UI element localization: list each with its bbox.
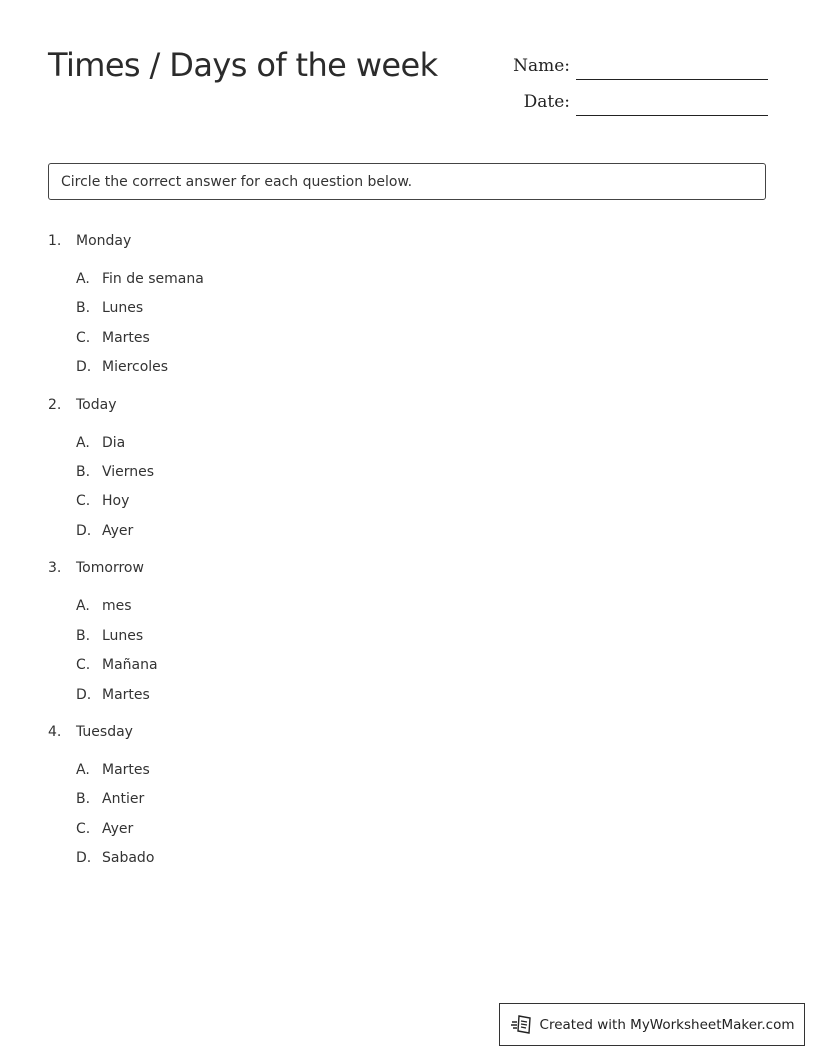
- option-letter: B.: [76, 791, 91, 808]
- option-letter: B.: [76, 627, 91, 644]
- option-letter: A.: [76, 434, 90, 451]
- option-letter: B.: [76, 464, 91, 481]
- option-letter: A.: [76, 271, 90, 287]
- question-item: [48, 231, 748, 378]
- option-text: Mañana: [102, 657, 158, 674]
- date-field[interactable]: [500, 86, 768, 116]
- answer-option[interactable]: [76, 270, 748, 290]
- answer-option[interactable]: [76, 329, 748, 349]
- option-text: Hoy: [102, 493, 130, 510]
- option-letter: D.: [76, 359, 92, 376]
- question-stem: [48, 722, 748, 742]
- question-text: Monday: [76, 233, 132, 249]
- answer-option[interactable]: [76, 761, 748, 781]
- answer-option[interactable]: [76, 299, 748, 319]
- answer-option[interactable]: [76, 597, 748, 617]
- option-text: Dia: [102, 434, 126, 451]
- option-letter: C.: [76, 493, 91, 510]
- option-text: Miercoles: [102, 359, 169, 376]
- question-stem: [48, 558, 748, 578]
- option-letter: B.: [76, 300, 91, 317]
- answer-option[interactable]: [76, 434, 748, 454]
- date-line[interactable]: [576, 115, 768, 116]
- option-letter: D.: [76, 686, 92, 703]
- question-number: 1.: [48, 233, 62, 249]
- answer-option[interactable]: [76, 627, 748, 647]
- option-letter: D.: [76, 850, 92, 867]
- answer-options: [48, 597, 748, 705]
- instructions-box: [48, 163, 766, 200]
- answer-option[interactable]: [76, 686, 748, 706]
- page-title: Times / Days of the week: [48, 46, 438, 84]
- name-field[interactable]: [500, 50, 768, 80]
- answer-option[interactable]: [76, 492, 748, 512]
- option-letter: A.: [76, 762, 90, 779]
- option-text: Ayer: [102, 820, 134, 837]
- question-list: [48, 231, 748, 886]
- answer-option[interactable]: [76, 522, 748, 542]
- question-number: 2.: [48, 396, 62, 413]
- name-label: Name:: [513, 56, 570, 76]
- question-item: [48, 395, 748, 542]
- date-label: Date:: [523, 92, 570, 112]
- answer-options: [48, 434, 748, 542]
- answer-option[interactable]: [76, 463, 748, 483]
- question-item: [48, 558, 748, 705]
- name-line[interactable]: [576, 79, 768, 80]
- option-text: Martes: [102, 686, 150, 703]
- answer-options: [48, 270, 748, 378]
- instructions-text: Circle the correct answer for each question below.: [61, 174, 413, 190]
- answer-option[interactable]: [76, 849, 748, 869]
- footer-credit: [499, 1003, 805, 1046]
- answer-option[interactable]: [76, 358, 748, 378]
- answer-option[interactable]: [76, 656, 748, 676]
- option-text: Fin de semana: [102, 271, 204, 287]
- question-text: Tomorrow: [76, 560, 144, 577]
- question-item: [48, 722, 748, 869]
- option-text: Lunes: [102, 627, 144, 644]
- question-number: 4.: [48, 724, 62, 741]
- option-letter: D.: [76, 522, 92, 539]
- option-text: mes: [102, 598, 132, 615]
- option-text: Sabado: [102, 850, 155, 867]
- worksheet-maker-logo-icon: [510, 1014, 534, 1036]
- option-text: Ayer: [102, 522, 134, 539]
- answer-options: [48, 761, 748, 869]
- footer-text: Created with MyWorksheetMaker.com: [539, 1016, 795, 1033]
- option-text: Lunes: [102, 300, 144, 317]
- answer-option[interactable]: [76, 790, 748, 810]
- option-text: Viernes: [102, 464, 155, 481]
- option-text: Martes: [102, 329, 150, 346]
- answer-option[interactable]: [76, 820, 748, 840]
- option-letter: C.: [76, 820, 91, 837]
- question-stem: [48, 395, 748, 415]
- option-letter: C.: [76, 657, 91, 674]
- option-text: Martes: [102, 762, 150, 779]
- question-stem: [48, 231, 748, 251]
- option-letter: A.: [76, 598, 90, 615]
- question-text: Tuesday: [76, 724, 133, 741]
- question-number: 3.: [48, 560, 62, 577]
- question-text: Today: [76, 396, 117, 413]
- option-text: Antier: [102, 791, 145, 808]
- option-letter: C.: [76, 329, 91, 346]
